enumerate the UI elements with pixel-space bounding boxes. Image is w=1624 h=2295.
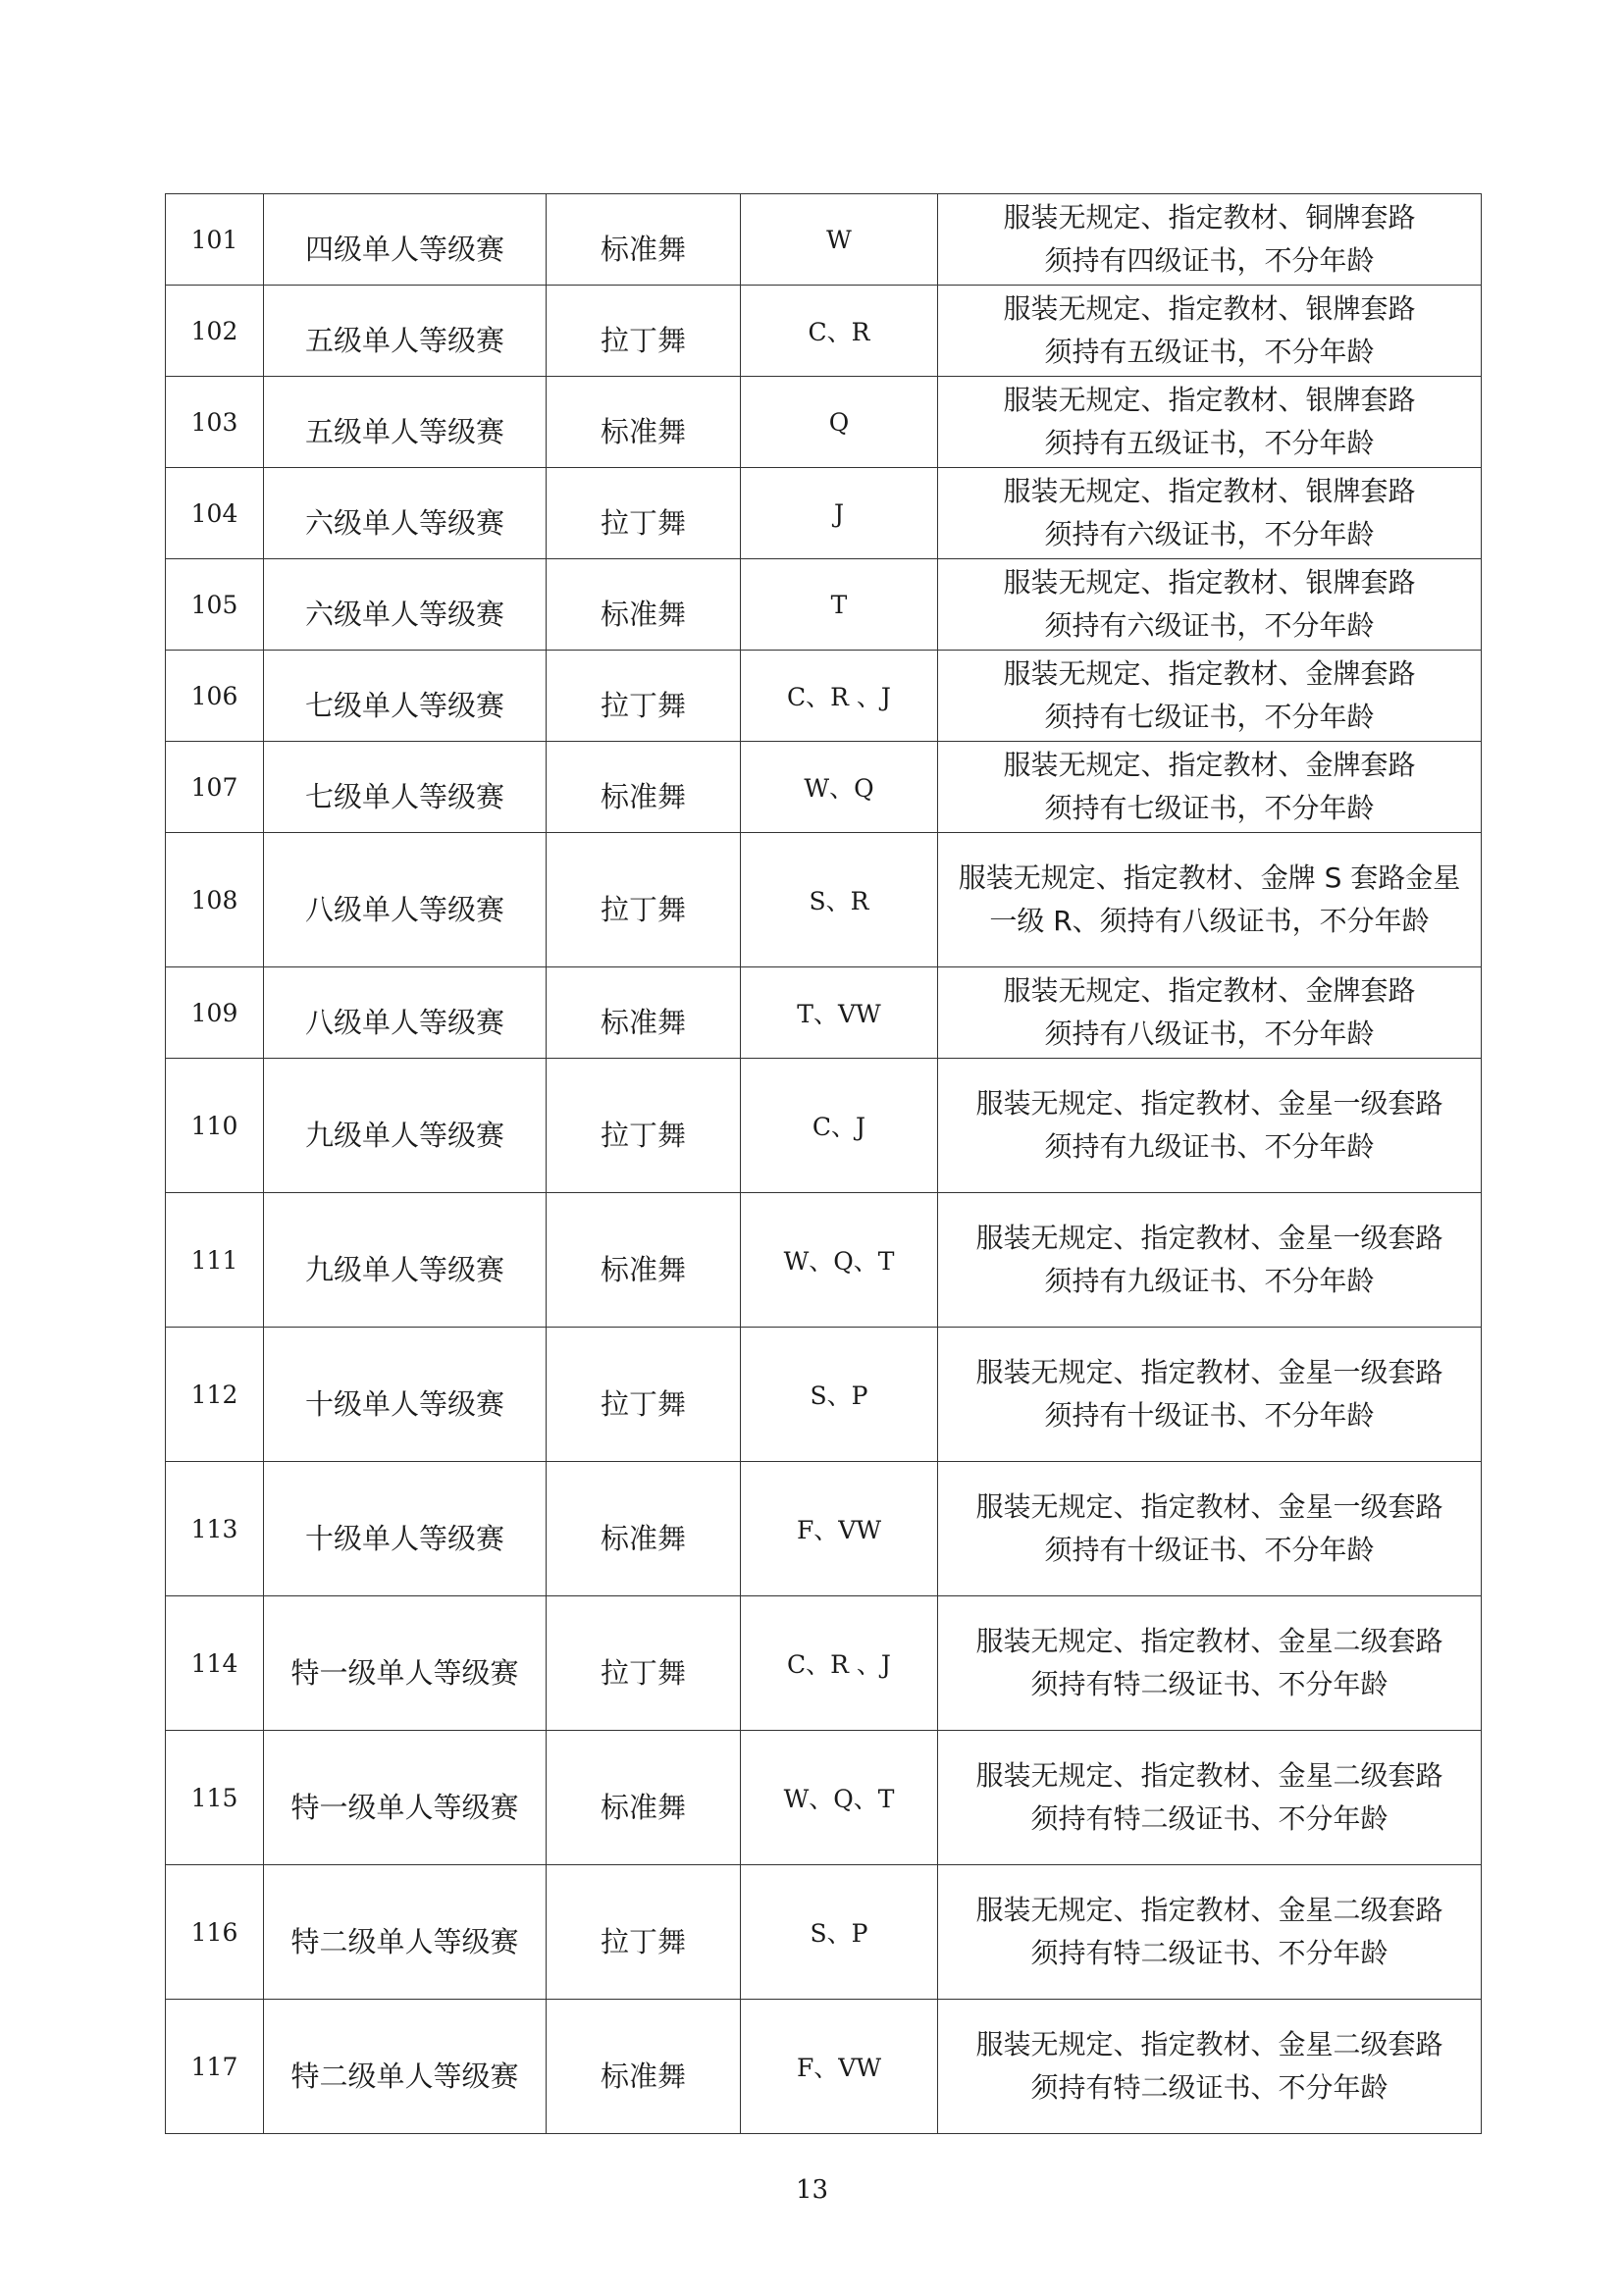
event-number-cell [166, 194, 264, 286]
dances-text: T、VW [797, 1000, 881, 1028]
rule-line: 服装无规定、指定教材、金星一级套路 [975, 1490, 1443, 1523]
event-name-text: 五级单人等级赛 [304, 414, 504, 448]
rule-line: 须持有九级证书、不分年龄 [1044, 1130, 1375, 1163]
dances-cell [741, 1193, 938, 1328]
dances-text: C、R [808, 318, 870, 346]
rule-cell [938, 1193, 1482, 1328]
event-name-cell [264, 194, 547, 286]
dance-type-cell [547, 2000, 741, 2134]
dance-type-text: 标准舞 [600, 2059, 686, 2093]
dances-cell [741, 2000, 938, 2134]
dance-type-cell [547, 559, 741, 651]
dance-type-text: 拉丁舞 [600, 892, 686, 926]
event-name-cell [264, 651, 547, 742]
event-number-text: 108 [190, 885, 238, 914]
event-number-cell [166, 1328, 264, 1462]
event-number-cell [166, 1193, 264, 1328]
dances-cell [741, 194, 938, 286]
dance-type-cell [547, 1596, 741, 1731]
event-number-text: 102 [190, 316, 238, 345]
rule-line: 须持有五级证书，不分年龄 [1044, 336, 1375, 368]
dances-cell [741, 1596, 938, 1731]
dance-type-cell [547, 1731, 741, 1865]
rule-cell [938, 1865, 1482, 2000]
event-number-text: 111 [190, 1245, 238, 1275]
dances-text: T [830, 590, 848, 619]
event-name-cell [264, 967, 547, 1059]
dances-cell [741, 833, 938, 967]
dance-type-text: 标准舞 [600, 1790, 686, 1824]
rule-line: 须持有特二级证书、不分年龄 [1030, 1937, 1388, 1969]
event-name-text: 八级单人等级赛 [304, 1005, 504, 1039]
rule-cell [938, 194, 1482, 286]
dance-type-text: 标准舞 [600, 414, 686, 448]
dance-type-cell [547, 1059, 741, 1193]
rule-cell [938, 2000, 1482, 2134]
rule-line: 须持有七级证书，不分年龄 [1044, 701, 1375, 733]
rule-line: 须持有七级证书，不分年龄 [1044, 792, 1375, 824]
rule-line: 服装无规定、指定教材、金牌套路 [1003, 657, 1416, 690]
dances-text: C、R 、J [787, 1650, 891, 1679]
event-name-text: 十级单人等级赛 [304, 1521, 504, 1555]
table-row [166, 1462, 1482, 1596]
dances-text: S、P [810, 1382, 868, 1410]
event-name-text: 五级单人等级赛 [304, 323, 504, 357]
dance-type-text: 拉丁舞 [600, 1655, 686, 1690]
rule-line: 服装无规定、指定教材、金星一级套路 [975, 1222, 1443, 1254]
event-name-cell [264, 1462, 547, 1596]
event-name-cell [264, 1059, 547, 1193]
table-row [166, 1328, 1482, 1462]
dance-type-cell [547, 377, 741, 468]
dances-cell [741, 1731, 938, 1865]
events-table [165, 193, 1482, 2134]
rule-line: 服装无规定、指定教材、银牌套路 [1003, 384, 1416, 416]
event-number-cell [166, 1596, 264, 1731]
event-name-text: 六级单人等级赛 [304, 505, 504, 540]
table-row [166, 1731, 1482, 1865]
dances-cell [741, 742, 938, 833]
rule-cell [938, 286, 1482, 377]
rule-cell [938, 1059, 1482, 1193]
dance-type-cell [547, 1328, 741, 1462]
event-number-cell [166, 1731, 264, 1865]
rule-line: 服装无规定、指定教材、金牌 S 套路金星 [958, 861, 1461, 894]
event-name-cell [264, 2000, 547, 2134]
rule-line: 一级 R、须持有八级证书，不分年龄 [989, 905, 1430, 937]
dance-type-cell [547, 1865, 741, 2000]
rule-cell [938, 967, 1482, 1059]
rule-line: 服装无规定、指定教材、铜牌套路 [1003, 201, 1416, 234]
dance-type-text: 拉丁舞 [600, 505, 686, 540]
rule-line: 须持有特二级证书、不分年龄 [1030, 1802, 1388, 1835]
event-number-cell [166, 1865, 264, 2000]
dance-type-text: 标准舞 [600, 232, 686, 266]
event-number-cell [166, 1059, 264, 1193]
table-row [166, 468, 1482, 559]
dances-cell [741, 1865, 938, 2000]
event-number-cell [166, 286, 264, 377]
dances-cell [741, 967, 938, 1059]
rule-line: 须持有六级证书，不分年龄 [1044, 609, 1375, 642]
rule-line: 须持有特二级证书、不分年龄 [1030, 1668, 1388, 1700]
rule-cell [938, 1731, 1482, 1865]
dances-text: C、J [812, 1113, 866, 1141]
table-row [166, 1596, 1482, 1731]
dance-type-text: 标准舞 [600, 1252, 686, 1286]
table-row [166, 1865, 1482, 2000]
event-name-cell [264, 468, 547, 559]
event-number-text: 103 [190, 407, 238, 437]
event-name-cell [264, 1328, 547, 1462]
event-number-text: 112 [190, 1380, 238, 1409]
rule-line: 须持有十级证书、不分年龄 [1044, 1534, 1375, 1566]
dance-type-text: 标准舞 [600, 597, 686, 631]
dance-type-cell [547, 468, 741, 559]
event-name-text: 十级单人等级赛 [304, 1386, 504, 1421]
dances-text: S、R [809, 887, 869, 915]
rule-line: 服装无规定、指定教材、金星二级套路 [975, 1625, 1443, 1657]
rule-line: 服装无规定、指定教材、金星一级套路 [975, 1087, 1443, 1120]
rule-cell [938, 651, 1482, 742]
dances-cell [741, 286, 938, 377]
dance-type-text: 标准舞 [600, 1521, 686, 1555]
event-number-cell [166, 1462, 264, 1596]
dance-type-cell [547, 833, 741, 967]
event-number-text: 106 [190, 681, 238, 710]
rule-line: 须持有五级证书，不分年龄 [1044, 427, 1375, 459]
page-number: 13 [795, 2175, 829, 2205]
rule-cell [938, 742, 1482, 833]
event-name-text: 九级单人等级赛 [304, 1118, 504, 1152]
event-name-text: 八级单人等级赛 [304, 892, 504, 926]
dance-type-text: 拉丁舞 [600, 1924, 686, 1958]
event-name-cell [264, 286, 547, 377]
event-name-text: 九级单人等级赛 [304, 1252, 504, 1286]
rule-line: 服装无规定、指定教材、银牌套路 [1003, 292, 1416, 325]
rule-line: 服装无规定、指定教材、金牌套路 [1003, 974, 1416, 1007]
event-name-text: 七级单人等级赛 [304, 688, 504, 722]
dances-cell [741, 468, 938, 559]
dances-text: W [826, 225, 852, 254]
rule-cell [938, 1596, 1482, 1731]
dances-cell [741, 1462, 938, 1596]
event-name-cell [264, 377, 547, 468]
dance-type-cell [547, 1193, 741, 1328]
rule-cell [938, 833, 1482, 967]
rule-line: 须持有四级证书，不分年龄 [1044, 244, 1375, 277]
rule-line: 须持有特二级证书、不分年龄 [1030, 2071, 1388, 2104]
table-row [166, 1193, 1482, 1328]
rule-line: 须持有八级证书，不分年龄 [1044, 1017, 1375, 1050]
event-name-cell [264, 833, 547, 967]
event-name-text: 七级单人等级赛 [304, 779, 504, 813]
event-number-text: 109 [190, 998, 238, 1027]
event-number-cell [166, 651, 264, 742]
dances-text: W、Q [804, 774, 874, 803]
rule-line: 服装无规定、指定教材、银牌套路 [1003, 475, 1416, 507]
event-number-cell [166, 468, 264, 559]
table-row [166, 833, 1482, 967]
dance-type-cell [547, 967, 741, 1059]
event-name-cell [264, 1596, 547, 1731]
dances-text: J [833, 498, 845, 528]
rule-line: 须持有九级证书、不分年龄 [1044, 1265, 1375, 1297]
rule-cell [938, 559, 1482, 651]
event-name-text: 特一级单人等级赛 [290, 1790, 519, 1824]
event-number-cell [166, 833, 264, 967]
event-number-text: 105 [190, 590, 238, 619]
rule-line: 服装无规定、指定教材、金星一级套路 [975, 1356, 1443, 1388]
event-name-text: 特一级单人等级赛 [290, 1655, 519, 1690]
table-row [166, 286, 1482, 377]
event-name-text: 四级单人等级赛 [304, 232, 504, 266]
dances-cell [741, 1059, 938, 1193]
rule-cell [938, 468, 1482, 559]
event-name-text: 特二级单人等级赛 [290, 2059, 519, 2093]
rule-line: 服装无规定、指定教材、银牌套路 [1003, 566, 1416, 599]
dance-type-text: 拉丁舞 [600, 688, 686, 722]
event-number-text: 110 [190, 1111, 238, 1140]
dance-type-text: 拉丁舞 [600, 323, 686, 357]
rule-cell [938, 377, 1482, 468]
event-name-cell [264, 742, 547, 833]
event-number-text: 113 [190, 1514, 238, 1543]
event-name-text: 特二级单人等级赛 [290, 1924, 519, 1958]
event-number-text: 114 [190, 1648, 238, 1678]
table-row [166, 377, 1482, 468]
rule-cell [938, 1462, 1482, 1596]
event-number-cell [166, 967, 264, 1059]
rule-line: 服装无规定、指定教材、金牌套路 [1003, 749, 1416, 781]
event-number-cell [166, 559, 264, 651]
event-number-cell [166, 377, 264, 468]
table-row [166, 1059, 1482, 1193]
dances-cell [741, 559, 938, 651]
event-number-text: 104 [190, 498, 238, 528]
dance-type-cell [547, 1462, 741, 1596]
table-row [166, 742, 1482, 833]
dances-cell [741, 377, 938, 468]
dance-type-cell [547, 651, 741, 742]
dances-text: F、VW [796, 2054, 882, 2082]
dances-text: W、Q、T [783, 1247, 895, 1276]
event-number-text: 101 [190, 225, 238, 254]
dances-cell [741, 651, 938, 742]
event-number-text: 117 [190, 2052, 238, 2081]
event-number-cell [166, 742, 264, 833]
dances-text: F、VW [796, 1516, 882, 1544]
rule-line: 服装无规定、指定教材、金星二级套路 [975, 1894, 1443, 1926]
table-row [166, 967, 1482, 1059]
dance-type-text: 标准舞 [600, 1005, 686, 1039]
event-number-text: 107 [190, 772, 238, 802]
table-row [166, 2000, 1482, 2134]
rule-line: 服装无规定、指定教材、金星二级套路 [975, 1759, 1443, 1792]
dances-text: Q [828, 407, 850, 437]
event-number-cell [166, 2000, 264, 2134]
table-row [166, 651, 1482, 742]
event-name-cell [264, 1731, 547, 1865]
table-row [166, 194, 1482, 286]
event-name-cell [264, 559, 547, 651]
dances-text: C、R 、J [787, 683, 891, 711]
rule-cell [938, 1328, 1482, 1462]
rule-line: 须持有六级证书，不分年龄 [1044, 518, 1375, 550]
dance-type-text: 拉丁舞 [600, 1386, 686, 1421]
dance-type-text: 拉丁舞 [600, 1118, 686, 1152]
event-name-text: 六级单人等级赛 [304, 597, 504, 631]
dance-type-cell [547, 742, 741, 833]
dance-type-cell [547, 194, 741, 286]
event-name-cell [264, 1865, 547, 2000]
dance-type-cell [547, 286, 741, 377]
event-number-text: 115 [190, 1783, 238, 1812]
dances-cell [741, 1328, 938, 1462]
dances-text: W、Q、T [783, 1785, 895, 1813]
dances-text: S、P [810, 1919, 868, 1948]
event-number-text: 116 [190, 1917, 238, 1947]
dance-type-text: 标准舞 [600, 779, 686, 813]
table-row [166, 559, 1482, 651]
rule-line: 服装无规定、指定教材、金星二级套路 [975, 2028, 1443, 2060]
rule-line: 须持有十级证书、不分年龄 [1044, 1399, 1375, 1432]
event-name-cell [264, 1193, 547, 1328]
